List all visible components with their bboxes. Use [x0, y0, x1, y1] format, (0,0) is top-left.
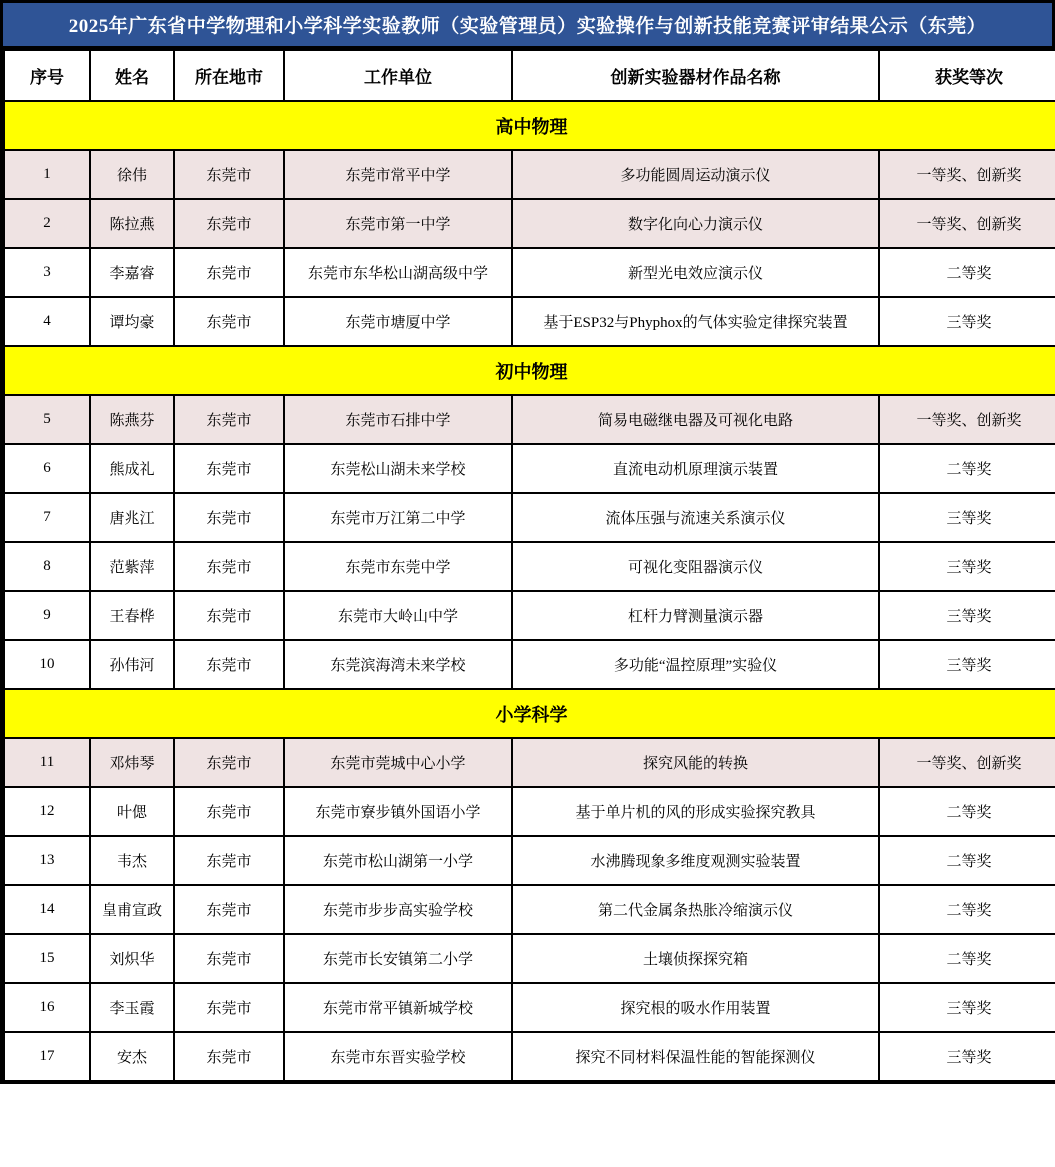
row-index-cell: 9 — [4, 591, 90, 640]
city-cell: 东莞市 — [174, 444, 284, 493]
row-index-cell: 3 — [4, 248, 90, 297]
school-cell: 东莞市大岭山中学 — [284, 591, 512, 640]
city-cell: 东莞市 — [174, 836, 284, 885]
work-title-cell: 杠杆力臂测量演示器 — [512, 591, 879, 640]
work-title-cell: 基于ESP32与Phyphox的气体实验定律探究装置 — [512, 297, 879, 346]
city-cell: 东莞市 — [174, 787, 284, 836]
city-cell: 东莞市 — [174, 248, 284, 297]
row-index-cell: 5 — [4, 395, 90, 444]
award-cell: 二等奖 — [879, 836, 1055, 885]
row-index-cell: 14 — [4, 885, 90, 934]
table-row — [4, 885, 1055, 934]
name-cell: 孙伟河 — [90, 640, 174, 689]
table-row — [4, 591, 1055, 640]
page-title: 2025年广东省中学物理和小学科学实验教师（实验管理员）实验操作与创新技能竞赛评审结果公示（东莞） — [3, 3, 1052, 49]
award-cell: 二等奖 — [879, 885, 1055, 934]
table-row — [4, 150, 1055, 199]
school-cell: 东莞市万江第二中学 — [284, 493, 512, 542]
name-cell: 陈燕芬 — [90, 395, 174, 444]
school-cell: 东莞市莞城中心小学 — [284, 738, 512, 787]
row-index-cell: 7 — [4, 493, 90, 542]
school-cell: 东莞松山湖未来学校 — [284, 444, 512, 493]
row-index-cell: 4 — [4, 297, 90, 346]
row-index-cell: 8 — [4, 542, 90, 591]
table-row — [4, 248, 1055, 297]
table-row — [4, 640, 1055, 689]
work-title-cell: 探究不同材料保温性能的智能探测仪 — [512, 1032, 879, 1081]
work-title-cell: 流体压强与流速关系演示仪 — [512, 493, 879, 542]
school-cell: 东莞市常平镇新城学校 — [284, 983, 512, 1032]
table-row — [4, 983, 1055, 1032]
table-row — [4, 738, 1055, 787]
column-header: 创新实验器材作品名称 — [512, 50, 879, 101]
table-header-row — [4, 50, 1055, 101]
table-row — [4, 934, 1055, 983]
award-cell: 三等奖 — [879, 297, 1055, 346]
award-cell: 一等奖、创新奖 — [879, 199, 1055, 248]
school-cell: 东莞市第一中学 — [284, 199, 512, 248]
name-cell: 唐兆江 — [90, 493, 174, 542]
results-table — [3, 49, 1055, 1082]
city-cell: 东莞市 — [174, 885, 284, 934]
name-cell: 李玉霞 — [90, 983, 174, 1032]
table-row — [4, 444, 1055, 493]
award-cell: 三等奖 — [879, 983, 1055, 1032]
work-title-cell: 探究风能的转换 — [512, 738, 879, 787]
column-header: 所在地市 — [174, 50, 284, 101]
row-index-cell: 10 — [4, 640, 90, 689]
column-header: 姓名 — [90, 50, 174, 101]
award-cell: 三等奖 — [879, 591, 1055, 640]
name-cell: 王春桦 — [90, 591, 174, 640]
name-cell: 陈拉燕 — [90, 199, 174, 248]
work-title-cell: 水沸腾现象多维度观测实验装置 — [512, 836, 879, 885]
section-row — [4, 101, 1055, 150]
award-cell: 二等奖 — [879, 934, 1055, 983]
table-row — [4, 787, 1055, 836]
work-title-cell: 多功能圆周运动演示仪 — [512, 150, 879, 199]
city-cell: 东莞市 — [174, 199, 284, 248]
city-cell: 东莞市 — [174, 640, 284, 689]
school-cell: 东莞市常平中学 — [284, 150, 512, 199]
school-cell: 东莞市长安镇第二小学 — [284, 934, 512, 983]
row-index-cell: 6 — [4, 444, 90, 493]
row-index-cell: 16 — [4, 983, 90, 1032]
city-cell: 东莞市 — [174, 591, 284, 640]
name-cell: 徐伟 — [90, 150, 174, 199]
work-title-cell: 基于单片机的风的形成实验探究教具 — [512, 787, 879, 836]
city-cell: 东莞市 — [174, 934, 284, 983]
name-cell: 李嘉睿 — [90, 248, 174, 297]
work-title-cell: 新型光电效应演示仪 — [512, 248, 879, 297]
work-title-cell: 可视化变阻器演示仪 — [512, 542, 879, 591]
name-cell: 范紫萍 — [90, 542, 174, 591]
table-row — [4, 836, 1055, 885]
school-cell: 东莞市东华松山湖高级中学 — [284, 248, 512, 297]
award-cell: 一等奖、创新奖 — [879, 150, 1055, 199]
name-cell: 安杰 — [90, 1032, 174, 1081]
table-row — [4, 542, 1055, 591]
section-label: 高中物理 — [4, 101, 1055, 150]
award-cell: 二等奖 — [879, 248, 1055, 297]
school-cell: 东莞市石排中学 — [284, 395, 512, 444]
work-title-cell: 简易电磁继电器及可视化电路 — [512, 395, 879, 444]
row-index-cell: 13 — [4, 836, 90, 885]
award-cell: 二等奖 — [879, 787, 1055, 836]
award-cell: 二等奖 — [879, 444, 1055, 493]
row-index-cell: 12 — [4, 787, 90, 836]
city-cell: 东莞市 — [174, 395, 284, 444]
city-cell: 东莞市 — [174, 738, 284, 787]
table-row — [4, 493, 1055, 542]
school-cell: 东莞市塘厦中学 — [284, 297, 512, 346]
name-cell: 刘炽华 — [90, 934, 174, 983]
award-cell: 三等奖 — [879, 542, 1055, 591]
school-cell: 东莞市松山湖第一小学 — [284, 836, 512, 885]
award-cell: 一等奖、创新奖 — [879, 738, 1055, 787]
name-cell: 谭均豪 — [90, 297, 174, 346]
school-cell: 东莞市东晋实验学校 — [284, 1032, 512, 1081]
award-cell: 三等奖 — [879, 493, 1055, 542]
city-cell: 东莞市 — [174, 983, 284, 1032]
city-cell: 东莞市 — [174, 150, 284, 199]
school-cell: 东莞市寮步镇外国语小学 — [284, 787, 512, 836]
award-cell: 一等奖、创新奖 — [879, 395, 1055, 444]
city-cell: 东莞市 — [174, 493, 284, 542]
column-header: 序号 — [4, 50, 90, 101]
work-title-cell: 直流电动机原理演示装置 — [512, 444, 879, 493]
table-row — [4, 395, 1055, 444]
name-cell: 皇甫宣政 — [90, 885, 174, 934]
name-cell: 邓炜琴 — [90, 738, 174, 787]
table-row — [4, 199, 1055, 248]
row-index-cell: 17 — [4, 1032, 90, 1081]
work-title-cell: 土壤侦探探究箱 — [512, 934, 879, 983]
city-cell: 东莞市 — [174, 542, 284, 591]
section-label: 小学科学 — [4, 689, 1055, 738]
row-index-cell: 11 — [4, 738, 90, 787]
work-title-cell: 多功能“温控原理”实验仪 — [512, 640, 879, 689]
column-header: 工作单位 — [284, 50, 512, 101]
work-title-cell: 探究根的吸水作用装置 — [512, 983, 879, 1032]
section-label: 初中物理 — [4, 346, 1055, 395]
city-cell: 东莞市 — [174, 297, 284, 346]
school-cell: 东莞滨海湾未来学校 — [284, 640, 512, 689]
name-cell: 叶偲 — [90, 787, 174, 836]
section-row — [4, 689, 1055, 738]
name-cell: 熊成礼 — [90, 444, 174, 493]
row-index-cell: 2 — [4, 199, 90, 248]
work-title-cell: 数字化向心力演示仪 — [512, 199, 879, 248]
section-row — [4, 346, 1055, 395]
name-cell: 韦杰 — [90, 836, 174, 885]
work-title-cell: 第二代金属条热胀冷缩演示仪 — [512, 885, 879, 934]
award-cell: 三等奖 — [879, 1032, 1055, 1081]
school-cell: 东莞市东莞中学 — [284, 542, 512, 591]
table-row — [4, 1032, 1055, 1081]
award-cell: 三等奖 — [879, 640, 1055, 689]
table-row — [4, 297, 1055, 346]
row-index-cell: 15 — [4, 934, 90, 983]
column-header: 获奖等次 — [879, 50, 1055, 101]
row-index-cell: 1 — [4, 150, 90, 199]
school-cell: 东莞市步步高实验学校 — [284, 885, 512, 934]
city-cell: 东莞市 — [174, 1032, 284, 1081]
